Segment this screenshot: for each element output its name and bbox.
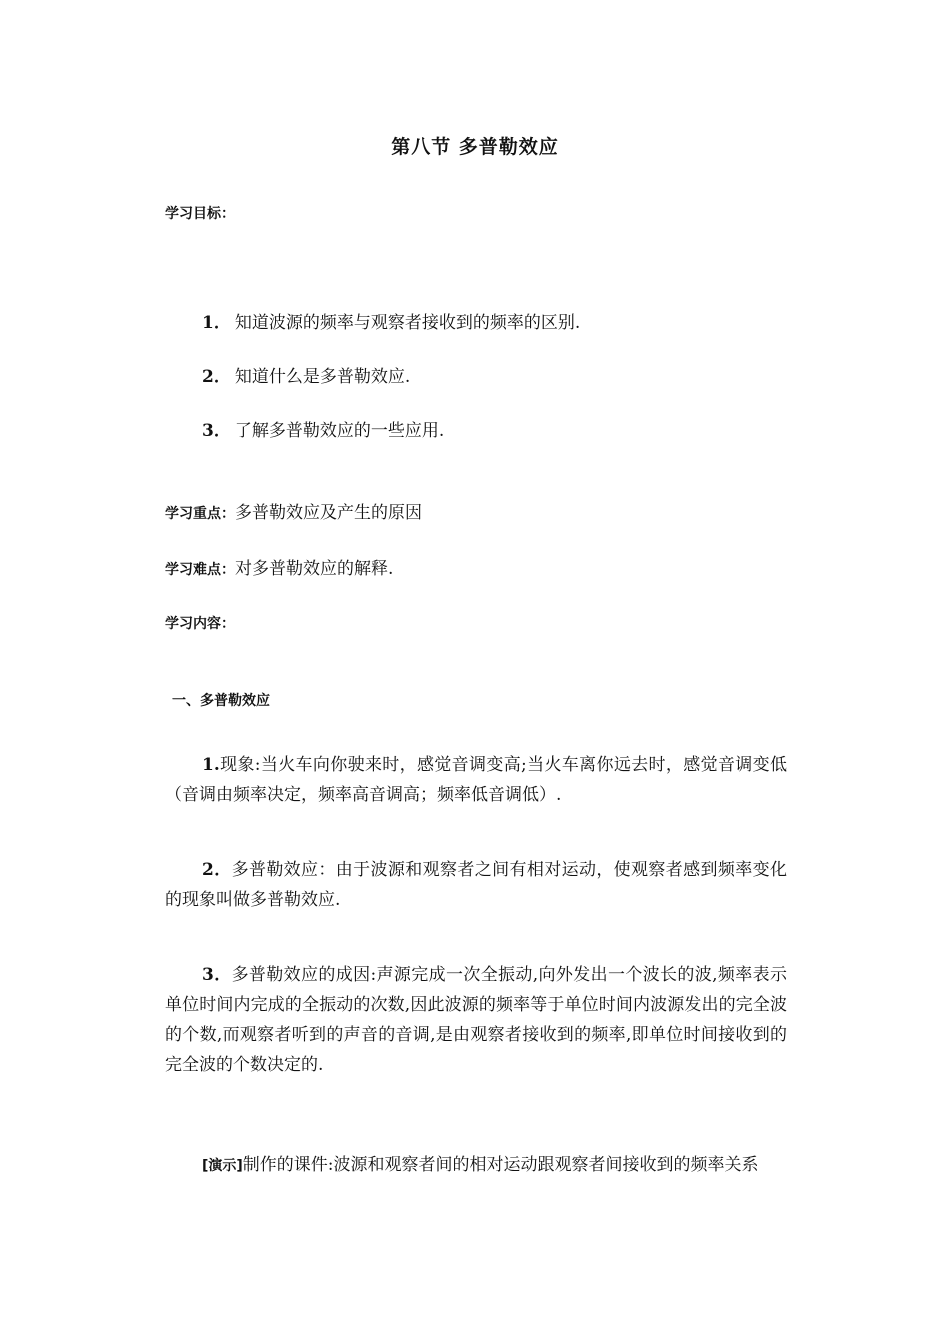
key-point-text: 多普勒效应及产生的原因 bbox=[235, 503, 422, 523]
objectives-heading bbox=[165, 203, 235, 223]
paragraph-number: 1. bbox=[202, 755, 220, 775]
objective-number: 1． bbox=[202, 313, 231, 333]
paragraph-text: 多普勒效应的成因:声源完成一次全振动,向外发出一个波长的波,频率表示单位时间内完成的全振动的次数,因此波源的频率等于单位时间内波源发出的完全波的个数,而观察者听到的声音的音调,是由观察者接收到的频率,即单位时间接收到的完全波的个数决定的. bbox=[165, 965, 787, 1075]
section-heading: 一、多普勒效应 bbox=[172, 693, 270, 709]
key-point-label: 学习重点： bbox=[165, 506, 235, 522]
paragraph-number: 2． bbox=[202, 860, 232, 880]
difficulty-line bbox=[165, 554, 393, 579]
page-title: 第八节 多普勒效应 bbox=[391, 136, 559, 158]
objectives-label: 学习目标： bbox=[165, 206, 235, 222]
objective-item-2 bbox=[202, 362, 410, 387]
paragraph-text: 现象:当火车向你驶来时，感觉音调变高;当火车离你远去时，感觉音调变低（音调由频率决定，频率高音调高；频率低音调低）. bbox=[165, 755, 787, 805]
content-heading bbox=[165, 613, 235, 633]
objective-text: 知道波源的频率与观察者接收到的频率的区别. bbox=[234, 313, 581, 333]
objective-text: 知道什么是多普勒效应. bbox=[234, 367, 411, 387]
content-label: 学习内容： bbox=[165, 616, 235, 632]
demo-paragraph bbox=[165, 1150, 787, 1181]
difficulty-label: 学习难点： bbox=[165, 562, 235, 578]
objective-text: 了解多普勒效应的一些应用. bbox=[234, 421, 445, 441]
objective-number: 2． bbox=[202, 367, 231, 387]
paragraph-1 bbox=[165, 750, 787, 810]
paragraph-3 bbox=[165, 960, 787, 1080]
paragraph-text: 多普勒效应：由于波源和观察者之间有相对运动，使观察者感到频率变化的现象叫做多普勒效应. bbox=[165, 860, 787, 910]
paragraph-2 bbox=[165, 855, 787, 915]
objective-item-3 bbox=[202, 416, 444, 441]
demo-tag: [演示] bbox=[202, 1158, 243, 1174]
objective-item-1 bbox=[202, 308, 580, 333]
difficulty-text: 对多普勒效应的解释. bbox=[235, 559, 394, 579]
key-point-line bbox=[165, 498, 422, 523]
paragraph-number: 3． bbox=[202, 965, 232, 985]
objective-number: 3． bbox=[202, 421, 231, 441]
demo-text: 制作的课件:波源和观察者间的相对运动跟观察者间接收到的频率关系 bbox=[242, 1155, 759, 1175]
